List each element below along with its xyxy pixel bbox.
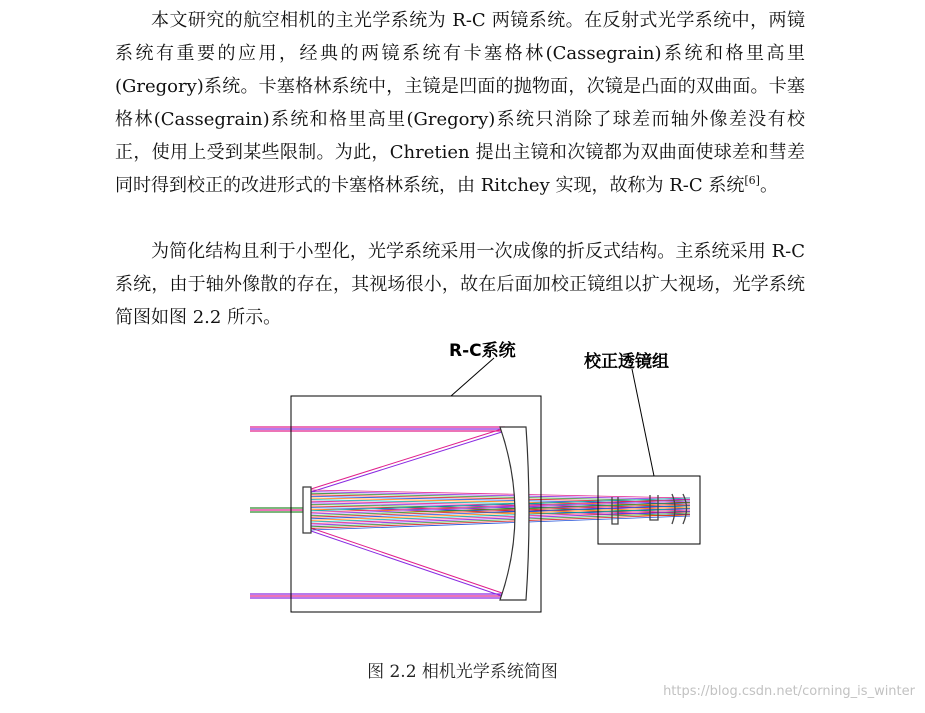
rc-system-label: R-C系统 <box>449 341 516 361</box>
paragraph-2: 为简化结构且利于小型化，光学系统采用一次成像的折反式结构。主系统采用 R-C 系统，由于轴外像散的存在，其视场很小，故在后面加校正镜组以扩大视场，光学系统简图如图 2.2 所示。 <box>115 241 805 328</box>
watermark: https://blog.csdn.net/corning_is_winter <box>663 684 915 699</box>
rc-label-leader <box>451 358 494 396</box>
corrector-lens-label: 校正透镜组 <box>584 352 669 372</box>
ray <box>311 428 505 489</box>
ray <box>311 531 505 597</box>
figure-caption: 图 2.2 相机光学系统简图 <box>367 662 558 682</box>
ray <box>311 431 505 492</box>
secondary-mirror <box>303 487 311 533</box>
corrector-label-leader <box>632 369 654 476</box>
light-rays <box>250 427 690 598</box>
ray <box>311 528 505 594</box>
paragraph-1-end: 。 <box>759 175 778 196</box>
citation-6: [6] <box>744 174 760 187</box>
paragraph-1-text: 本文研究的航空相机的主光学系统为 R-C 两镜系统。在反射式光学系统中，两镜系统有重要的应用，经典的两镜系统有卡塞格林(Cassegrain)系统和格里高里(Gregory)系统。卡塞格林系统中，主镜是凹面的抛物面，次镜是凸面的双曲面。卡塞格林(Cassegrain)系统和格里高里(Gregory)系统只消除了球差而轴外像差没有校正，使用上受到某些限制。为此，Chretien 提出主镜和次镜都为双曲面使球差和彗差同时得到校正的改进形式的卡塞格林系统，由 Ritchey 实现，故称为 R-C 系统 <box>115 10 805 196</box>
